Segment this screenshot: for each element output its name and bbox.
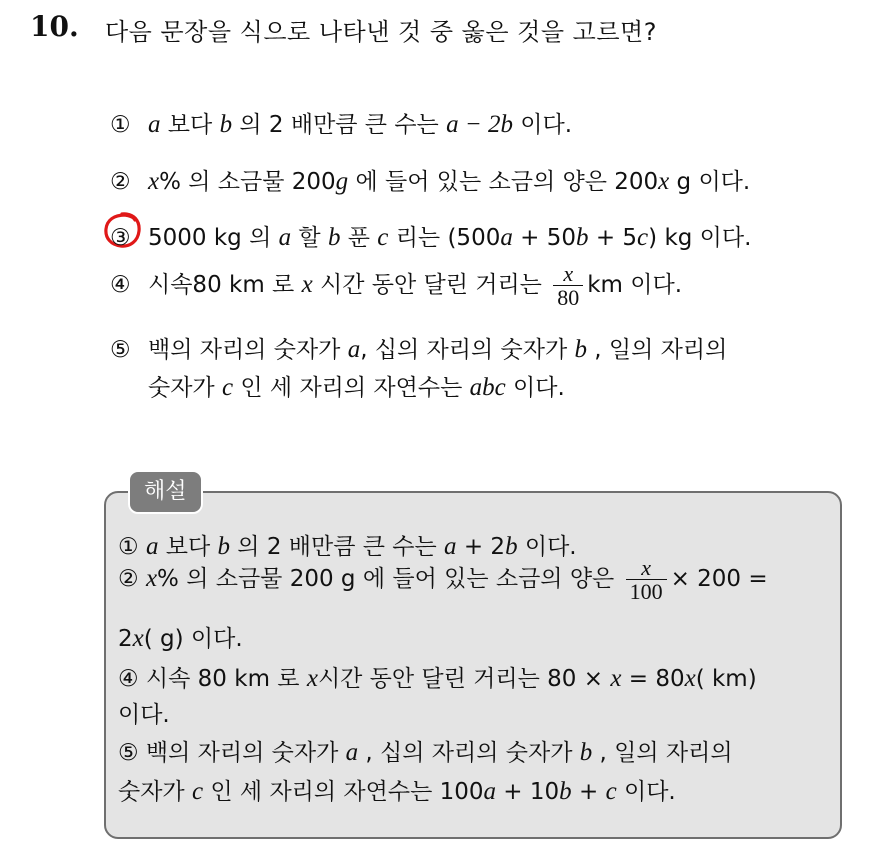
math-var: x (301, 271, 313, 299)
option-2[interactable] (110, 163, 750, 196)
solution-text: 숫자가 (118, 779, 192, 805)
solution-line-2 (118, 556, 768, 603)
solution-line-3 (118, 620, 243, 653)
solution-text: ① (118, 534, 146, 560)
option-text: 에 들어 있는 소금의 양은 200 (348, 169, 659, 195)
math-var: b (579, 739, 593, 766)
fraction (553, 262, 583, 309)
fraction-denominator: 100 (626, 579, 667, 603)
solution-text: 의 2 배만큼 큰 수는 (230, 534, 445, 560)
option-text: , 일의 자리의 (587, 337, 728, 363)
option-5-continued (148, 369, 565, 402)
option-text: , 십의 자리의 숫자가 (360, 337, 575, 363)
option-text: 의 2 배만큼 큰 수는 (232, 112, 447, 138)
math-var: c (637, 224, 649, 251)
solution-line-5 (118, 696, 170, 729)
solution-text: 인 세 자리의 자연수는 100 (203, 779, 484, 805)
math-var: a (145, 533, 159, 560)
solution-text: , 십의 자리의 숫자가 (358, 740, 580, 766)
solution-text: + 2 (456, 534, 506, 560)
option-text: 리는 (500 (388, 225, 501, 251)
option-text: 시속80 km 로 (148, 272, 302, 299)
math-var: a (444, 533, 457, 560)
math-var: x (132, 625, 144, 652)
fraction-numerator: x (563, 261, 574, 286)
math-var: x (148, 168, 160, 195)
solution-text: 이다. (118, 702, 170, 728)
option-text: + 5 (588, 225, 638, 251)
math-var: b (574, 336, 587, 363)
math-var: c (605, 778, 617, 805)
math-var: b (559, 778, 572, 805)
fraction-denominator: 80 (553, 285, 583, 309)
option-5[interactable] (110, 331, 727, 364)
option-text: 5000 kg 의 (148, 225, 279, 251)
solution-line-6 (118, 734, 733, 767)
solution-text: % 의 소금물 200 g 에 들어 있는 소금의 양은 (157, 566, 622, 593)
solution-tag: 해설 (128, 470, 203, 514)
option-marker: ① (110, 112, 131, 138)
math-var: x (684, 665, 696, 692)
solution-text: 이다. (517, 534, 577, 560)
option-text: 이다. (512, 112, 573, 138)
solution-line-7 (118, 773, 676, 806)
math-var: a (278, 224, 292, 251)
solution-text: × 200 = (670, 566, 768, 593)
solution-text: ( km) (695, 666, 757, 692)
math-var: b (505, 533, 518, 560)
option-text: 인 세 자리의 자연수는 (233, 375, 470, 401)
option-text: 백의 자리의 숫자가 (148, 337, 348, 363)
math-var: b (327, 224, 341, 251)
question-text: 다음 문장을 식으로 나타낸 것 중 옳은 것을 고르면? (105, 18, 657, 46)
solution-line-4 (118, 660, 757, 693)
option-1[interactable] (110, 106, 572, 139)
solution-text: = 80 (621, 666, 685, 692)
math-var: c (221, 374, 234, 401)
option-3[interactable] (110, 219, 751, 252)
solution-text: ④ 시속 80 km 로 (118, 666, 307, 692)
math-expr: a − 2b (446, 111, 513, 138)
math-var: x (306, 665, 318, 692)
solution-text: , 일의 자리의 (592, 740, 733, 766)
solution-text: ⑤ 백의 자리의 숫자가 (118, 740, 346, 766)
solution-text: 2 (118, 626, 133, 652)
option-4[interactable] (110, 262, 682, 309)
option-text: 푼 (340, 225, 378, 251)
solution-text: 이다. (616, 779, 676, 805)
option-text: + 50 (512, 225, 577, 251)
math-var: c (191, 778, 204, 805)
option-marker: ② (110, 169, 131, 195)
math-var: a (500, 224, 513, 251)
option-text: 숫자가 (148, 375, 222, 401)
fraction (626, 556, 667, 603)
option-marker: ③ (110, 225, 131, 251)
option-text: km 이다. (587, 272, 683, 299)
math-var: b (576, 224, 589, 251)
solution-text: + (571, 779, 606, 805)
option-marker: ⑤ (110, 337, 131, 363)
math-expr: abc (469, 374, 506, 401)
solution-text: ( g) 이다. (143, 626, 243, 652)
option-text: % 의 소금물 200 (159, 169, 336, 195)
option-text: 보다 (160, 112, 220, 138)
solution-text: ② (118, 566, 146, 593)
math-var: g (335, 168, 349, 195)
option-marker: ④ (110, 272, 131, 299)
solution-text: 보다 (158, 534, 218, 560)
math-var: x (145, 565, 158, 593)
math-var: x (658, 168, 670, 195)
math-var: c (377, 224, 389, 251)
option-text: 시간 동안 달린 거리는 (312, 272, 550, 299)
math-var: b (219, 111, 233, 138)
fraction-numerator: x (641, 555, 651, 580)
math-var: b (217, 533, 230, 560)
math-var: a (345, 739, 359, 766)
math-var: a (483, 778, 496, 805)
solution-text: 시간 동안 달린 거리는 80 × (317, 666, 611, 692)
math-var: x (610, 665, 622, 692)
solution-text: + 10 (496, 779, 560, 805)
math-var: a (148, 111, 161, 138)
option-text: g 이다. (669, 169, 751, 195)
question-number: 10. (30, 10, 79, 43)
option-text: ) kg 이다. (648, 225, 752, 251)
option-text: 이다. (505, 375, 565, 401)
math-var: a (347, 336, 361, 363)
option-text: 할 (291, 225, 328, 251)
